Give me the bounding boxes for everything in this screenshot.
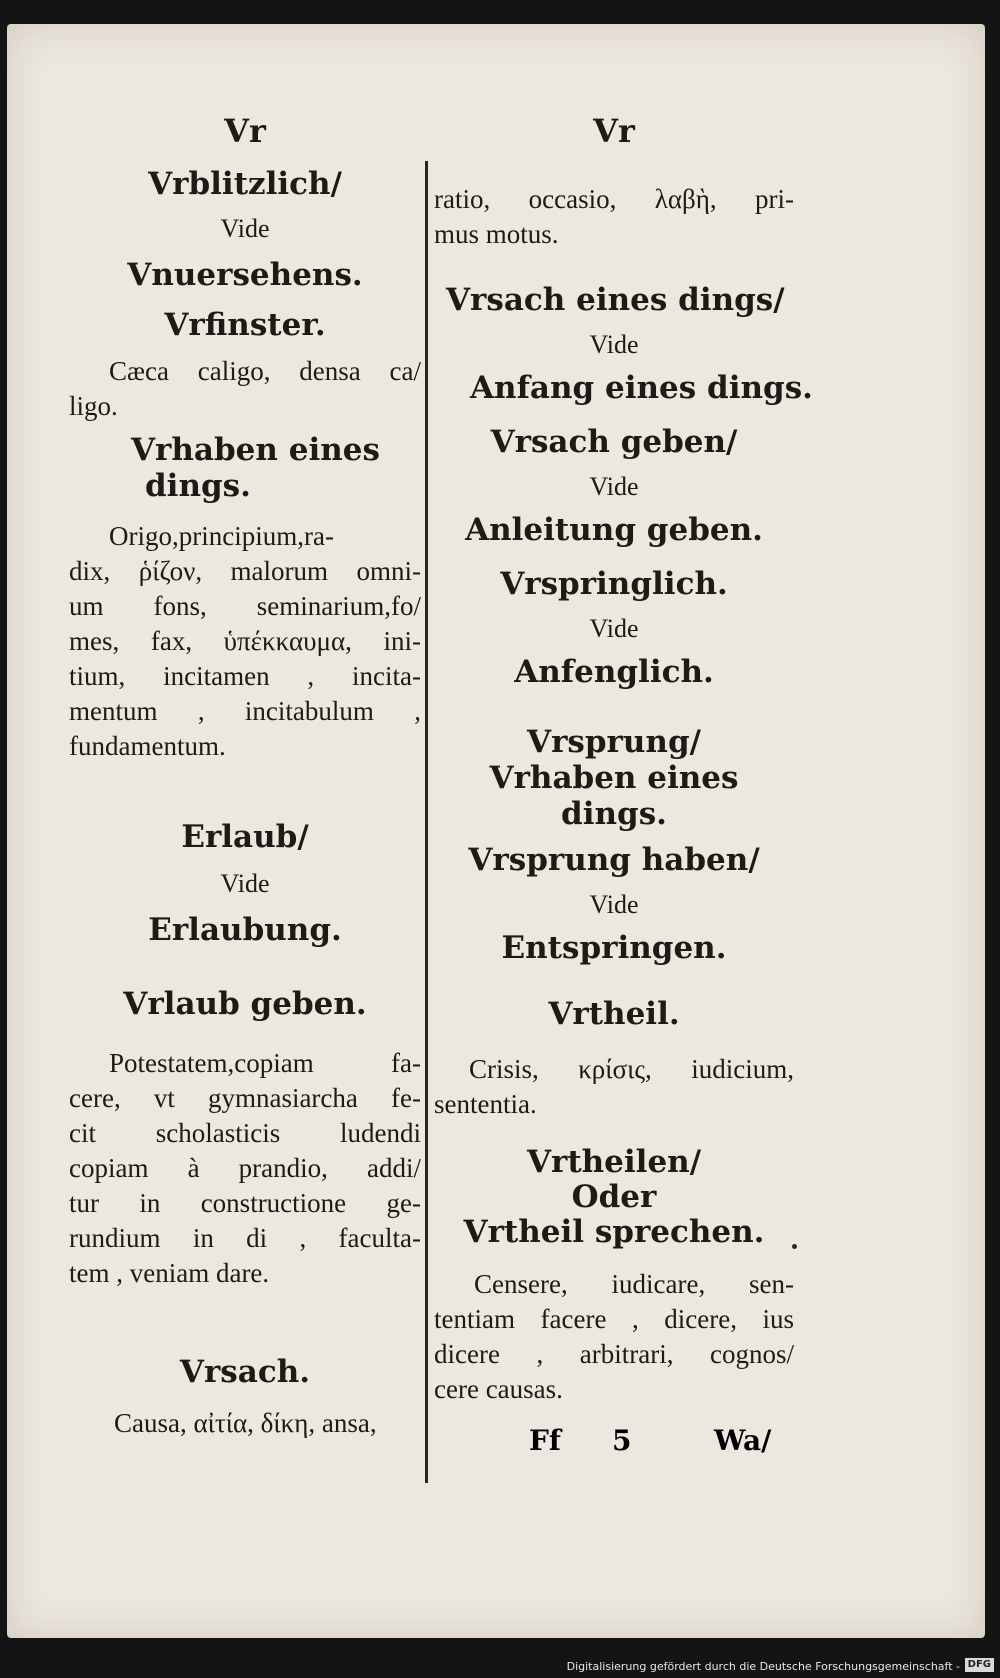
text-line: dicere , arbitrari, cognos/	[434, 1339, 794, 1369]
headword: Erlaub/	[181, 819, 309, 855]
book-page	[7, 24, 985, 1638]
text-line: Cæca caligo, densa ca/	[109, 356, 421, 386]
catchword: Wa/	[714, 1424, 772, 1457]
text-line: cere causas.	[434, 1374, 563, 1404]
text-line: um fons, seminarium,fo/	[69, 591, 421, 621]
vide-label: Vide	[220, 869, 270, 898]
text-line: sententia.	[434, 1089, 537, 1119]
text-line: copiam à prandio, addi/	[69, 1153, 421, 1183]
text-line: Censere, iudicare, sen-	[474, 1269, 794, 1299]
headword: Vrsach.	[179, 1354, 311, 1390]
cross-reference: Entspringen.	[501, 930, 727, 966]
entry-text	[69, 519, 421, 764]
headword: Vrsprung/	[527, 724, 701, 760]
text-line: tium, incitamen , incita-	[69, 661, 421, 691]
text-line: mus motus.	[434, 219, 559, 249]
headword: Vrtheilen/	[526, 1144, 702, 1180]
headword: Vrsach eines dings/	[446, 282, 785, 318]
cross-reference: Anfenglich.	[514, 654, 714, 690]
headword: Vrtheil.	[548, 996, 680, 1032]
entry-text	[69, 1406, 421, 1441]
headword-continued: dings.	[145, 468, 251, 504]
text-line: Causa, αἰτία, δίκη, ansa,	[114, 1408, 377, 1438]
left-column	[69, 24, 421, 1524]
headword: Vrsach geben/	[490, 424, 738, 460]
entry-text	[434, 182, 794, 252]
headword-continued: Oder	[571, 1179, 657, 1215]
headword: Vrsprung haben/	[468, 842, 760, 878]
text-line: tem , veniam dare.	[69, 1258, 270, 1288]
entry-text	[434, 1052, 794, 1122]
entry-text	[69, 354, 421, 424]
headword-continued: dings.	[561, 796, 667, 832]
text-line: dix, ῥίζον, malorum omni-	[69, 556, 421, 586]
cross-reference: Anleitung geben.	[465, 512, 763, 548]
signature-mark: Ff	[529, 1424, 561, 1457]
headword: Vrfinster.	[164, 307, 326, 343]
vide-label: Vide	[589, 330, 639, 359]
text-line: Origo,principium,ra-	[109, 521, 334, 551]
signature-number: 5	[612, 1424, 632, 1457]
headword-continued: Vrtheil sprechen.	[463, 1214, 765, 1250]
text-line: ligo.	[69, 391, 118, 421]
headword: Vrblitzlich/	[148, 166, 342, 202]
cross-reference: Anfang eines dings.	[470, 370, 813, 406]
text-line: tentiam facere , dicere, ius	[434, 1304, 794, 1334]
cross-reference: Vnuersehens.	[127, 257, 363, 293]
text-line: fundamentum.	[69, 731, 226, 761]
headword: Vrlaub geben.	[123, 986, 367, 1022]
vide-label: Vide	[589, 614, 639, 643]
headword: Vrhaben eines	[131, 432, 380, 468]
vide-label: Vide	[589, 890, 639, 919]
running-head-right: Vr	[593, 112, 635, 150]
digitization-credit: Digitalisierung gefördert durch die Deutsche Forschungsgemeinschaft -	[566, 1660, 960, 1673]
headword: Vrspringlich.	[500, 566, 728, 602]
text-line: rundium in di , faculta-	[69, 1223, 421, 1253]
running-head-left: Vr	[224, 112, 266, 150]
text-line: Potestatem,copiam fa-	[109, 1048, 421, 1078]
text-line: cit scholasticis ludendi	[69, 1118, 421, 1148]
right-column	[434, 24, 813, 1524]
text-line: cere, vt gymnasiarcha fe-	[69, 1083, 421, 1113]
dfg-logo: DFG	[965, 1658, 994, 1672]
entry-text	[69, 1046, 421, 1291]
text-line: Crisis, κρίσις, iudicium,	[469, 1054, 794, 1084]
headword-continued: Vrhaben eines	[489, 760, 739, 796]
text-line: mentum , incitabulum ,	[69, 696, 421, 726]
entry-text	[434, 1267, 794, 1407]
vide-label: Vide	[589, 472, 639, 501]
vide-label: Vide	[220, 214, 270, 243]
text-line: mes, fax, ὑπέκκαυμα, ini-	[69, 626, 421, 656]
cross-reference: Erlaubung.	[148, 912, 342, 948]
column-rule	[425, 161, 428, 1483]
text-line: ratio, occasio, λαβὴ, pri-	[434, 184, 794, 214]
text-line: tur in constructione ge-	[69, 1188, 421, 1218]
